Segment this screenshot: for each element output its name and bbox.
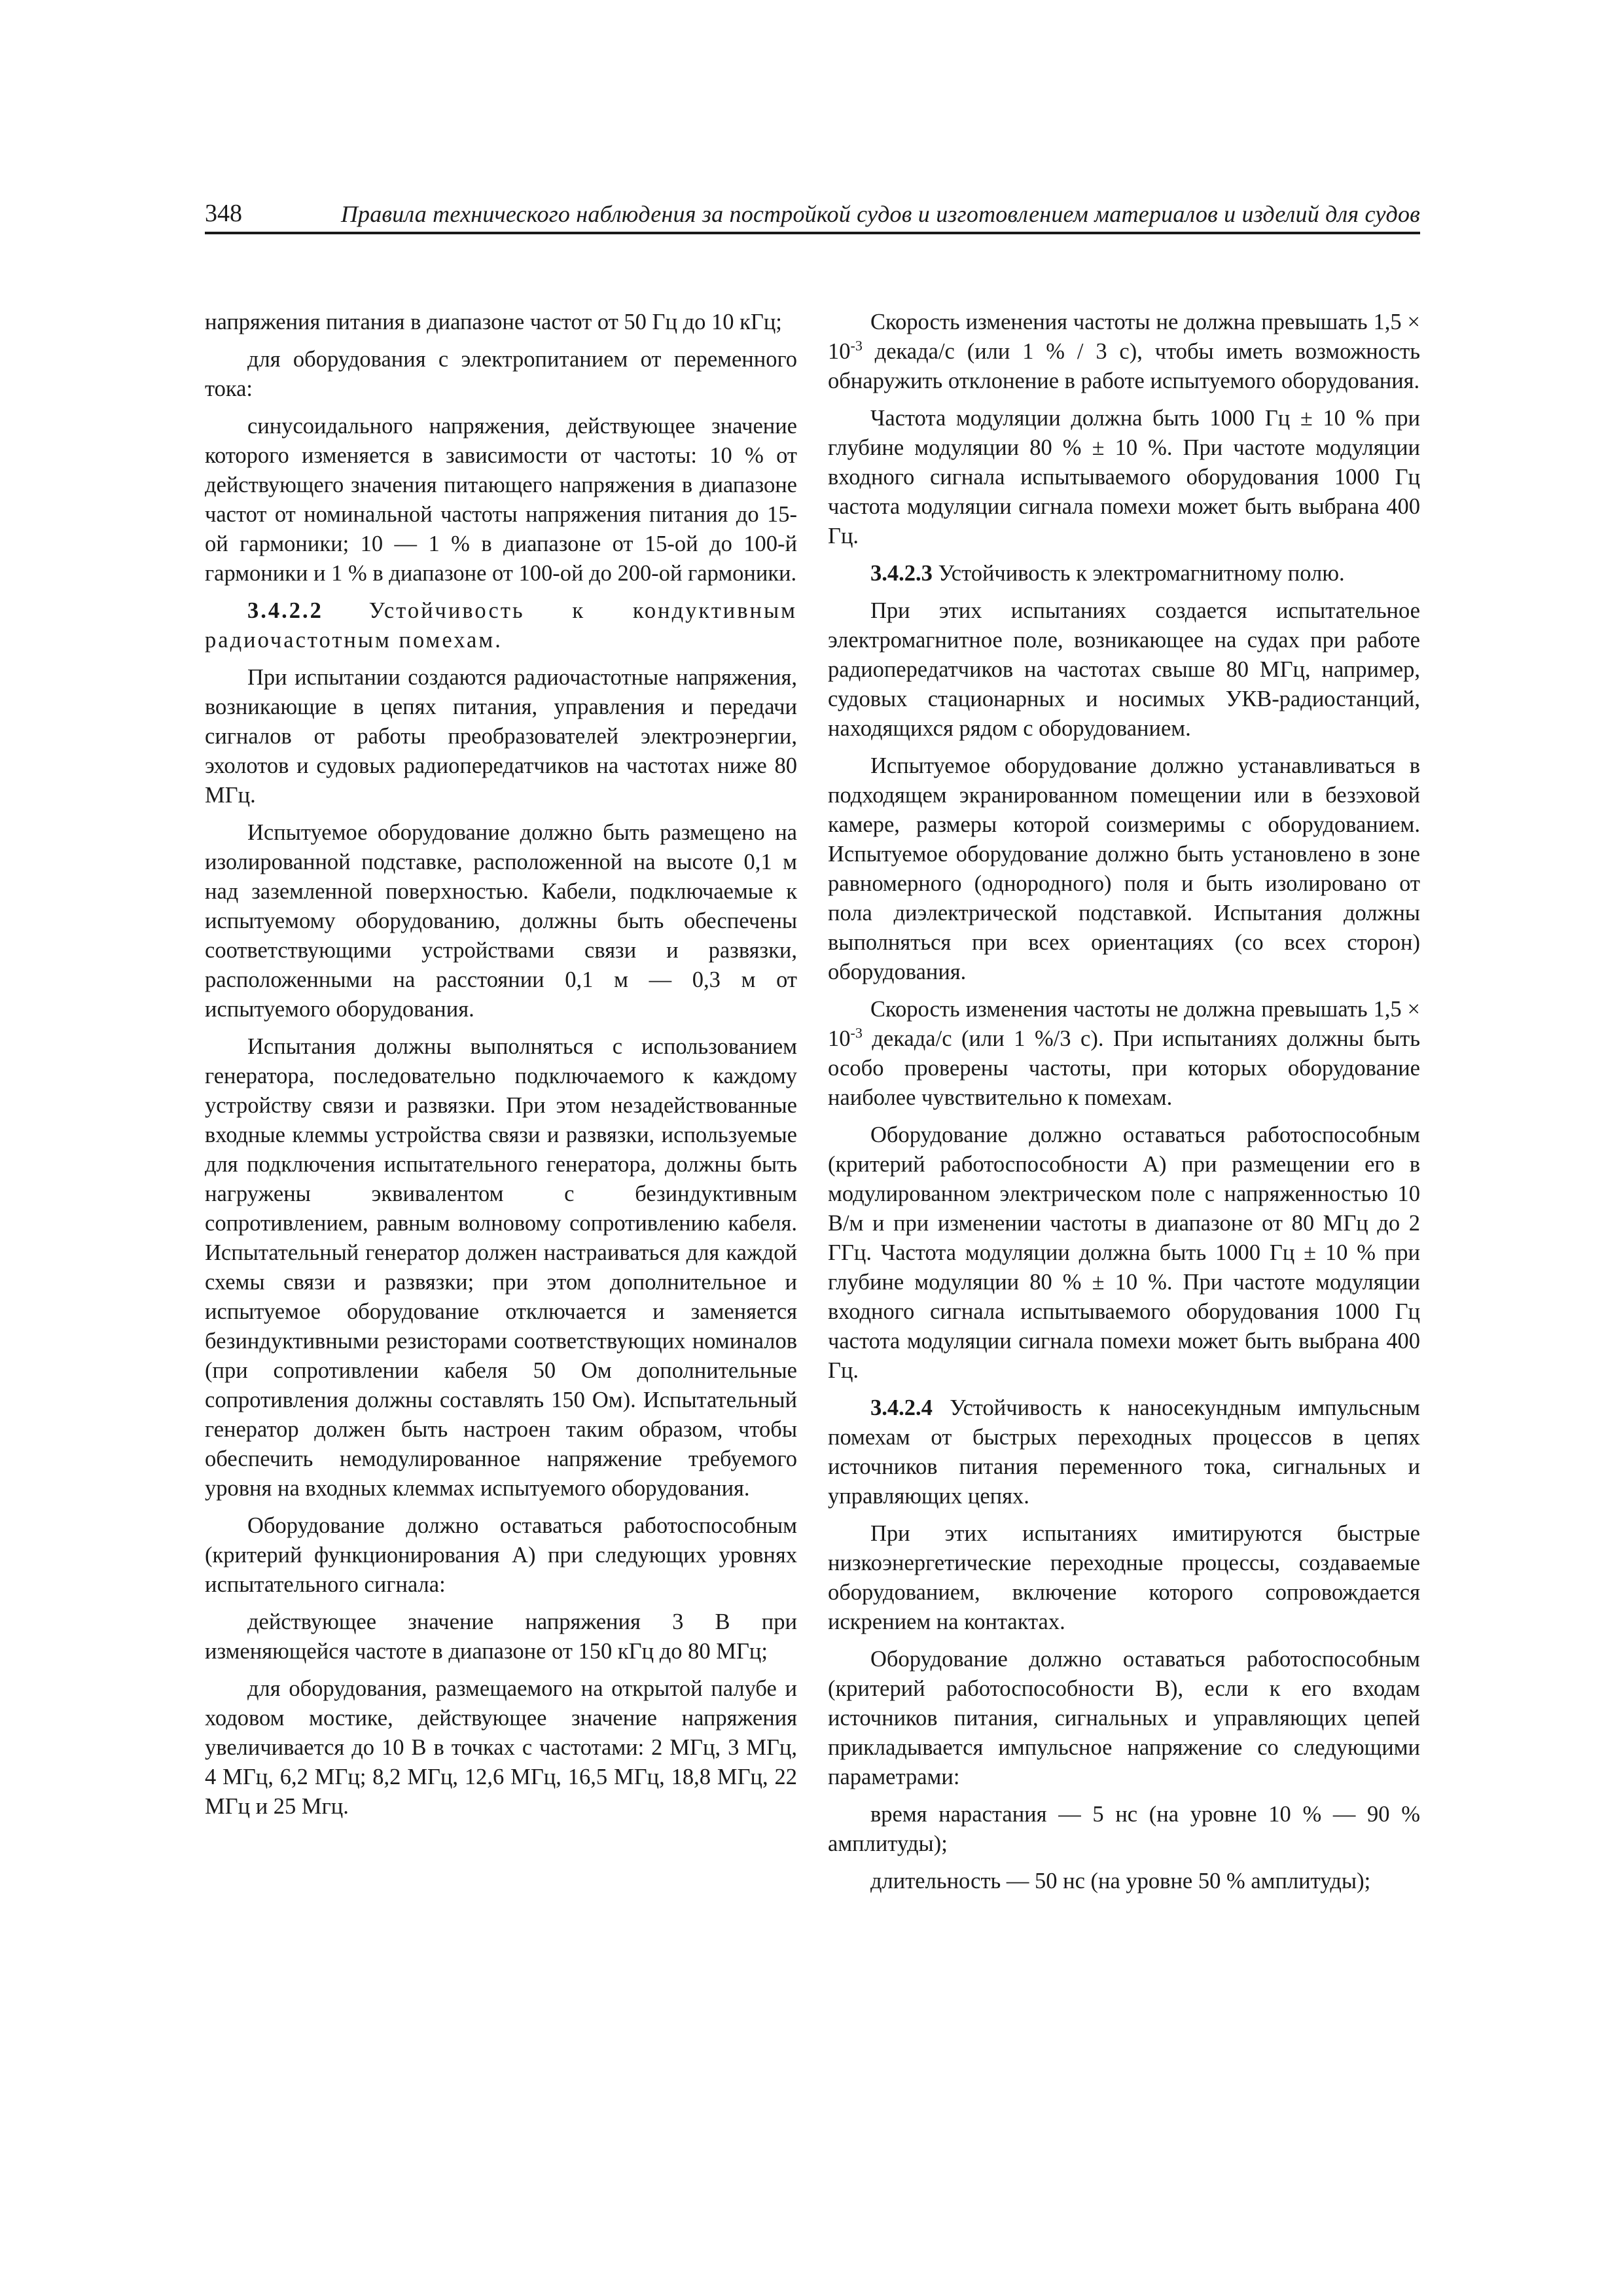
paragraph: время нарастания — 5 нс (на уровне 10 % — 90 % амплитуды); (828, 1802, 1420, 1856)
running-title: Правила технического наблюдения за постройкой судов и изготовлением материалов и изделий для судов (340, 201, 1420, 227)
page-number: 348 (205, 200, 242, 227)
paragraph: действующее значение напряжения 3 В при изменяющейся частоте в диапазоне от 150 кГц до 80 МГц; (205, 1609, 797, 1664)
exponent: -3 (850, 337, 863, 354)
text: Скорость изменения частоты не должна превышать 1,5 × 10 (828, 997, 1420, 1051)
paragraph: При этих испытаниях создается испытательное электромагнитное поле, возникающее на судах при работе радиопередатчиков на частотах свыше 80 МГц, например, судовых стационарных и носимых УКВ-радиостанций, находящихся рядом с оборудованием. (828, 598, 1420, 741)
paragraph: Частота модуляции должна быть 1000 Гц ± 10 % при глубине модуляции 80 % ± 10 %. При частоте модуляции входного сигнала испытываемого оборудования 1000 Гц частота модуляции сигнала помехи может быть выбрана 400 Гц. (828, 406, 1420, 548)
exponent: -3 (850, 1024, 863, 1041)
section-number: 3.4.2.3 (870, 561, 933, 586)
paragraph-sweep-rate (828, 308, 1420, 396)
right-column (828, 308, 1420, 1904)
paragraph: Испытуемое оборудование должно устанавливаться в подходящем экранированном помещении или в безэховой камере, размеры которой соизмеримы с оборудованием. Испытуемое оборудование должно быть установлено в зоне равномерного (однородного) поля и быть изолировано от пола диэлектрической подставкой. Испытания должны выполняться при всех ориентациях (со всех сторон) оборудования. (828, 753, 1420, 984)
paragraph: Испытуемое оборудование должно быть размещено на изолированной подставке, расположенной на высоте 0,1 м над заземленной поверхностью. Кабели, подключаемые к испытуемому оборудованию, должны быть обеспечены соответствующими устройствами связи и развязки, расположенными на расстоянии 0,1 м — 0,3 м от испытуемого оборудования. (205, 820, 797, 1022)
page-header (205, 196, 1420, 230)
section-number: 3.4.2.2 (247, 598, 323, 623)
paragraph: При этих испытаниях имитируются быстрые низкоэнергетические переходные процессы, создаваемые оборудованием, включение которого сопровождается искрением на контактах. (828, 1521, 1420, 1634)
paragraph: Оборудование должно оставаться работоспособным (критерий работоспособности В), если к его входам источников питания, сигнальных и управляющих цепей прикладывается импульсное напряжение со следующими параметрами: (828, 1647, 1420, 1789)
paragraph-sweep-rate (828, 995, 1420, 1113)
paragraph: При испытании создаются радиочастотные напряжения, возникающие в цепях питания, управления и передачи сигналов от работы преобразователей электроэнергии, эхолотов и судовых радиопередатчиков на частотах ниже 80 МГц. (205, 665, 797, 808)
left-column (205, 308, 797, 1829)
paragraph: синусоидального напряжения, действующее значение которого изменяется в зависимости от частоты: 10 % от действующего значения питающего напряжения в диапазоне частот от номинальной частоты напряжения питания до 15-ой гармоники; 10 — 1 % в диапазоне от 15-ой до 100-й гармоники и 1 % в диапазоне от 100-ой до 200-ой гармоники. (205, 414, 797, 586)
paragraph: длительность — 50 нс (на уровне 50 % амплитуды); (870, 1869, 1371, 1893)
paragraph: Оборудование должно оставаться работоспособным (критерий работоспособности А) при размещении его в модулированном электрическом поле с напряженностью 10 В/м и при изменении частоты в диапазоне от 80 МГц до 2 ГГц. Частота модуляции должна быть 1000 Гц ± 10 % при глубине модуляции 80 % ± 10 %. При частоте модуляции входного сигнала испытываемого оборудования 1000 Гц частота модуляции сигнала помехи может быть выбрана 400 Гц. (828, 1122, 1420, 1383)
paragraph: для оборудования, размещаемого на открытой палубе и ходовом мостике, действующее значение напряжения увеличивается до 10 В в точках с частотами: 2 МГц, 3 МГц, 4 МГц, 6,2 МГц; 8,2 МГц, 12,6 МГц, 16,5 МГц, 18,8 МГц, 22 МГц и 25 Мгц. (205, 1676, 797, 1819)
text: Скорость изменения частоты не должна превышать 1,5 × 10 (828, 310, 1420, 364)
paragraph: Оборудование должно оставаться работоспособным (критерий функционирования А) при следующих уровнях испытательного сигнала: (205, 1513, 797, 1597)
section-number: 3.4.2.4 (870, 1395, 933, 1420)
section-heading-3-4-2-4 (828, 1393, 1420, 1511)
section-title: Устойчивость к электромагнитному полю. (938, 561, 1345, 586)
section-heading-3-4-2-2 (205, 596, 797, 655)
paragraph: Испытания должны выполняться с использованием генератора, последовательно подключаемого к каждому устройству связи и развязки. При этом незадействованные входные клеммы устройства связи и развязки, используемые для подключения испытательного генератора, должны быть нагружены эквивалентом с безиндуктивным сопротивлением, равным волновому сопротивлению кабеля. Испытательный генератор должен настраиваться для каждой схемы связи и развязки; при этом дополнительное и испытуемое оборудование отключается и заменяется безиндуктивными резисторами соответствующих номиналов (при сопротивлении кабеля 50 Ом дополнительные сопротивления должны составлять 150 Ом). Испытательный генератор должен быть настроен таким образом, чтобы обеспечить немодулированное напряжение требуемого уровня на входных клеммах испытуемого оборудования. (205, 1034, 797, 1501)
paragraph: напряжения питания в диапазоне частот от 50 Гц до 10 кГц; (205, 310, 782, 334)
text: декада/с (или 1 % / 3 с), чтобы иметь возможность обнаружить отклонение в работе испытуемого оборудования. (828, 339, 1420, 393)
section-title: Устойчивость к наносекундным импульсным помехам от быстрых переходных процессов в цепях источников питания переменного тока, сигнальных и управляющих цепях. (828, 1395, 1420, 1509)
header-rule (205, 232, 1420, 234)
paragraph: для оборудования с электропитанием от переменного тока: (205, 347, 797, 401)
section-title: Устойчивость к кондуктивным радиочастотным помехам. (205, 598, 797, 653)
text: декада/с (или 1 %/3 с). При испытаниях должны быть особо проверены частоты, при которых оборудование наиболее чувствительно к помехам. (828, 1026, 1420, 1110)
section-heading-3-4-2-3 (828, 559, 1420, 588)
